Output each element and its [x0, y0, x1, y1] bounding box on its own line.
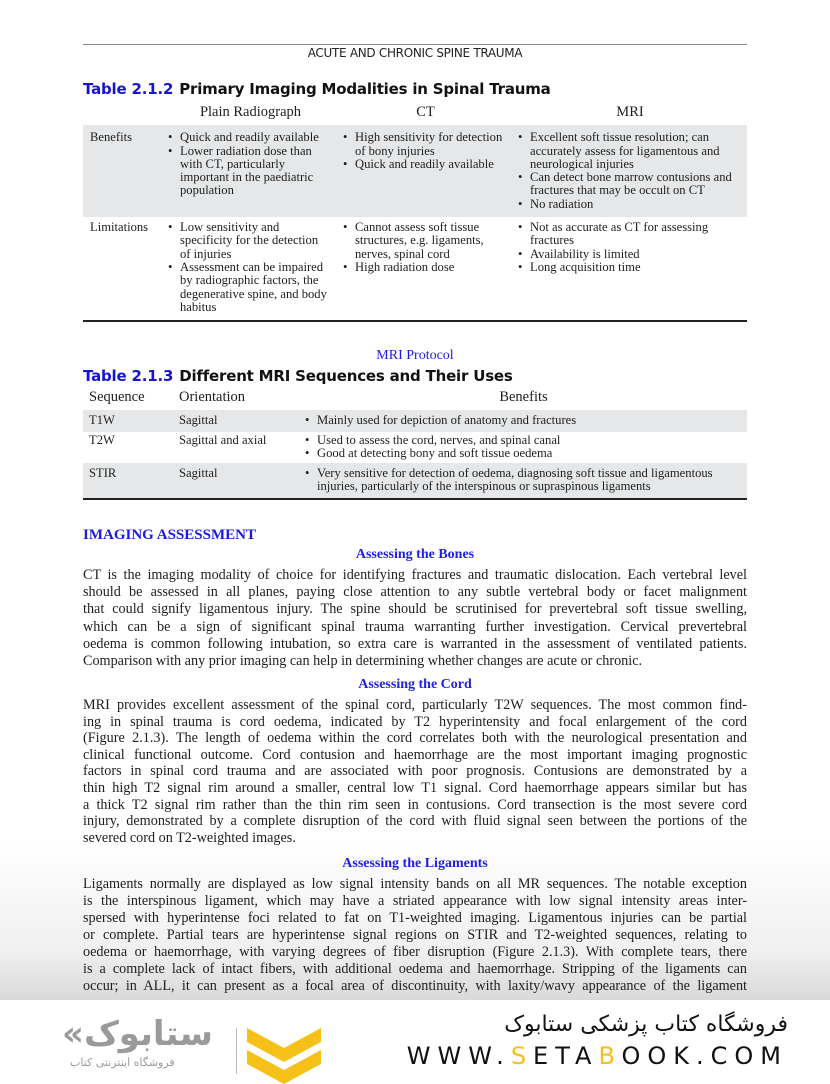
mri-protocol-heading: MRI Protocol: [376, 348, 454, 363]
list-item: • Used to assess the cord, nerves, and spinal canal: [305, 434, 745, 447]
table2-number: Table 2.1.3: [83, 367, 174, 385]
col-header-benefits: Benefits: [499, 389, 548, 405]
list-item: • Quick and readily available: [168, 131, 330, 144]
paragraph-line: MRI provides excellent assessment of the spinal cord, particularly T2W sequences. The most common find-: [83, 697, 747, 713]
paragraph-line: spersed with hyperintense foci related to fat on T1-weighted imaging. Ligamentous injuries can be partial: [83, 910, 747, 926]
paragraph-line: that could signify ligamentous injury. The spine should be scrutinised for prevertebral soft tissue swelling,: [83, 601, 747, 618]
paragraph-line: clinical functional outcome. Cord contusion and haemorrhage are the most important imaging prognostic: [83, 746, 747, 763]
url-part: WWW.: [406, 1042, 511, 1070]
header-rule: [83, 44, 747, 45]
url-part: OOK.COM: [621, 1042, 788, 1070]
list-item: • Excellent soft tissue resolution; can accurately assess for ligamentous and neurological injuries: [518, 131, 743, 171]
subheading-bones: Assessing the Bones: [355, 547, 475, 562]
orientation-cell: Sagittal and axial: [179, 432, 267, 447]
table-row: [83, 432, 747, 464]
url-part: ETA: [533, 1042, 599, 1070]
list-item: • Cannot assess soft tissue structures, e.g. ligaments, nerves, spinal cord: [343, 221, 505, 261]
paragraph-line: CT is the imaging modality of choice for identifying fractures and traumatic dislocation. Each vertebral level: [83, 567, 747, 583]
list-item: • High sensitivity for detection of bony injuries: [343, 131, 505, 158]
sequence-cell: STIR: [89, 466, 117, 481]
list-item: • No radiation: [518, 198, 743, 211]
col-header-sequence: Sequence: [89, 389, 145, 405]
list-item: • Low sensitivity and specificity for the detection of injuries: [168, 221, 330, 261]
col-header-ct: CT: [416, 104, 435, 120]
list-item: • Not as accurate as CT for assessing fractures: [518, 221, 743, 248]
paragraph-line: a thick T2 signal rim rather than the thin rim seen in contusions. Cord transection is the most severe cord: [83, 796, 747, 813]
list-item: • Can detect bone marrow contusions and fractures that may be occult on CT: [518, 171, 743, 198]
paragraph-line: is the interspinous ligament, which may have a striated appearance with low signal intensity areas inter-: [83, 893, 747, 909]
url-accent: S: [510, 1042, 534, 1070]
orientation-cell: Sagittal: [179, 413, 218, 428]
paragraph-bones: [83, 567, 747, 670]
list-item: • Lower radiation dose than with CT, particularly important in the paediatric population: [168, 145, 330, 198]
table-row: [83, 410, 747, 431]
table1-title: Primary Imaging Modalities in Spinal Trauma: [179, 80, 551, 98]
paragraph-line: or complete. Partial tears are hyperintense signal regions on STIR and T2-weighted sequences, relating to: [83, 927, 747, 943]
row-label: Limitations: [90, 220, 149, 235]
paragraph-ligaments: [83, 876, 747, 995]
mri-sequences-table: [83, 391, 747, 500]
table-row-limitations: [83, 217, 747, 321]
paragraph-line: ing in spinal trauma is cord oedema, indicated by T2 hyperintensity and focal enlargement of the cord: [83, 713, 747, 730]
table-row: [83, 463, 747, 499]
table2-title: Different MRI Sequences and Their Uses: [179, 367, 513, 385]
paragraph-line: Ligaments normally are displayed as low signal intensity bands on all MR sequences. The notable exception: [83, 876, 747, 892]
col-header-radiograph: Plain Radiograph: [199, 104, 302, 120]
paragraph-line: oedema or haemorrhage, with varying degrees of fiber disruption (Figure 2.1.3). With complete tears, there: [83, 944, 747, 960]
paragraph-line: (Figure 2.1.3). The length of oedema within the cord correlates both with the neurological presentation and: [83, 730, 747, 747]
paragraph-cord: [83, 697, 747, 846]
orientation-cell: Sagittal: [179, 466, 218, 481]
paragraph-line: oedema is common following intubation, so extra care is warranted in the assessment of ventilated patients.: [83, 635, 747, 652]
url-accent: B: [598, 1042, 622, 1070]
list-item: • High radiation dose: [343, 261, 505, 274]
paragraph-line: which can be a sign of significant spinal trauma warranting further investigation. Cervical prevertebral: [83, 618, 747, 635]
list-item: • Mainly used for depiction of anatomy and fractures: [305, 414, 745, 427]
col-header-mri: MRI: [616, 104, 644, 120]
list-item: • Very sensitive for detection of oedema, diagnosing soft tissue and ligamentous injuries, particularly of the interspinous or supraspinous ligaments: [305, 467, 745, 494]
list-item: • Availability is limited: [518, 248, 743, 261]
paragraph-line: injury, demonstrated by a complete disruption of the cord with fluid signal seen between the portions of the: [83, 813, 747, 830]
list-item: • Quick and readily available: [343, 158, 505, 171]
logo-subtitle: فروشگاه اینترنتی کتاب: [70, 1056, 175, 1069]
sequence-cell: T2W: [89, 432, 115, 447]
table1-number: Table 2.1.2: [83, 80, 174, 98]
section-heading: IMAGING ASSESSMENT: [83, 527, 256, 543]
store-logo-text: «ستابوک: [62, 1014, 213, 1054]
subheading-ligaments: Assessing the Ligaments: [342, 856, 488, 871]
table1-caption: [83, 80, 551, 98]
running-head: ACUTE AND CHRONIC SPINE TRAUMA: [307, 46, 523, 60]
watermark-footer: [0, 1000, 830, 1080]
logo-wordmark: ستابوک: [83, 1014, 213, 1054]
imaging-modalities-table: [83, 106, 747, 322]
store-name: فروشگاه کتاب پزشکی ستابوک: [504, 1012, 788, 1037]
paragraph-line: factors in spinal cord trauma and are associated with poor prognosis. Contusions are demonstrated by a: [83, 763, 747, 780]
store-url[interactable]: [407, 1042, 788, 1070]
list-item: • Long acquisition time: [518, 261, 743, 274]
col-header-orientation: Orientation: [179, 389, 246, 405]
subheading-cord: Assessing the Cord: [358, 677, 472, 692]
sequence-cell: T1W: [89, 413, 115, 428]
chevron-logo-icon: [247, 1028, 321, 1084]
paragraph-line: occur; in ALL, it can present as a focal area of discontinuity, with laxity/wavy appearance of the ligament: [83, 978, 747, 994]
paragraph-line: should be assessed in all planes, paying close attention to any subtle vertebral body or facet malignment: [83, 584, 747, 601]
logo-divider: [236, 1028, 237, 1074]
list-item: • Good at detecting bony and soft tissue oedema: [305, 447, 745, 460]
row-label: Benefits: [90, 130, 132, 145]
paragraph-line: Comparison with any prior imaging can help in determining whether changes are acute or chronic.: [83, 653, 643, 670]
paragraph-line: thin high T2 signal rim around a smaller, central low T1 signal. Cord haemorrhage appears similar but has: [83, 779, 747, 796]
paragraph-line: is a complete lack of intact fibers, with additional oedema and haemorrhage. Stripping of the ligaments can: [83, 961, 747, 977]
list-item: • Assessment can be impaired by radiographic factors, the degenerative spine, and body habitus: [168, 261, 330, 314]
paragraph-line: severed cord on T2-weighted images.: [83, 829, 296, 846]
table-row-benefits: [83, 125, 747, 217]
table2-caption: [83, 367, 513, 385]
